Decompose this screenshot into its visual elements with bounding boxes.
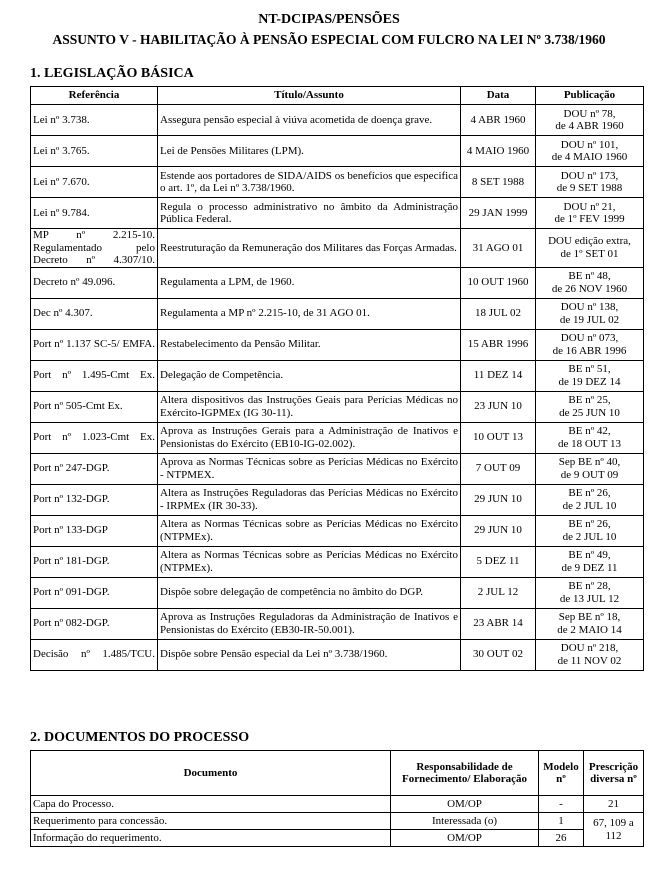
document-responsibility: Interessada (o) [391, 813, 539, 830]
title-cell: Altera dispositivos das Instruções Geais para Perícias Médicas no Exército-IGPMEx (IG 30-11). [158, 391, 461, 422]
document-model: - [539, 796, 584, 813]
publication-line: DOU edição extra, [548, 235, 631, 248]
publication-cell [536, 267, 644, 298]
column-header-date: Data [461, 87, 536, 105]
publication-cell [536, 360, 644, 391]
title-cell: Aprova as Normas Técnicas sobre as Perícias Médicas no Exército - NTPMEX. [158, 453, 461, 484]
date-cell: 29 JAN 1999 [461, 198, 536, 229]
publication-line: de 19 DEZ 14 [558, 375, 621, 388]
reference-cell: Port nº 082-DGP. [31, 608, 158, 639]
date-cell: 23 JUN 10 [461, 391, 536, 422]
publication-line: DOU nº 073, [560, 332, 619, 344]
publication-line: de 19 JUL 02 [559, 313, 620, 326]
publication-cell [536, 329, 644, 360]
publication-line: DOU nº 173, [560, 169, 619, 182]
publication-line: de 13 JUL 12 [559, 592, 620, 605]
document-prescription: 21 [584, 796, 644, 813]
date-cell: 29 JUN 10 [461, 484, 536, 515]
publication-line: de 4 MAIO 1960 [551, 151, 628, 163]
publication-line: BE nº 26, [568, 518, 611, 530]
reference-cell: Lei nº 3.738. [31, 105, 158, 136]
documents-header-row [31, 751, 644, 796]
publication-line: de 1º SET 01 [560, 247, 619, 260]
publication-line: DOU nº 138, [560, 301, 619, 313]
document-name: Informação do requerimento. [31, 830, 391, 847]
title-cell: Altera as Normas Técnicas sobre as Perícias Médicas no Exército (NTPMEx). [158, 546, 461, 577]
date-cell: 29 JUN 10 [461, 515, 536, 546]
publication-cell [536, 229, 644, 268]
reference-cell: MP nº 2.215-10. Regulamentado pelo Decreto nº 4.307/10. [31, 229, 158, 268]
title-cell: Restabelecimento da Pensão Militar. [158, 329, 461, 360]
title-cell: Regulamenta a MP nº 2.215-10, de 31 AGO 01. [158, 298, 461, 329]
column-header-reference: Referência [31, 87, 158, 105]
legislation-row [31, 360, 644, 391]
publication-line: de 25 JUN 10 [559, 406, 620, 419]
publication-line: Sep BE nº 40, [558, 456, 621, 468]
publication-cell [536, 546, 644, 577]
title-cell: Regulamenta a LPM, de 1960. [158, 267, 461, 298]
publication-line: de 16 ABR 1996 [552, 344, 627, 357]
document-row [31, 830, 644, 847]
publication-line: DOU nº 101, [560, 138, 619, 151]
publication-cell [536, 453, 644, 484]
document-code: NT-DCIPAS/PENSÕES [258, 12, 400, 27]
legislation-row [31, 298, 644, 329]
document-name: Requerimento para concessão. [31, 813, 391, 830]
document-subject: ASSUNTO V - HABILITAÇÃO À PENSÃO ESPECIAL COM FULCRO NA LEI Nº 3.738/1960 [52, 32, 606, 47]
publication-line: de 9 SET 1988 [556, 182, 623, 194]
title-cell: Lei de Pensões Militares (LPM). [158, 136, 461, 167]
publication-line: BE nº 25, [568, 394, 611, 406]
title-cell: Dispõe sobre Pensão especial da Lei nº 3.738/1960. [158, 639, 461, 670]
legislation-row [31, 484, 644, 515]
date-cell: 11 DEZ 14 [461, 360, 536, 391]
date-cell: 10 OUT 13 [461, 422, 536, 453]
title-cell: Delegação de Competência. [158, 360, 461, 391]
legislation-row [31, 229, 644, 268]
publication-cell [536, 422, 644, 453]
section-2-heading: 2. DOCUMENTOS DO PROCESSO [30, 730, 250, 745]
legislation-row [31, 546, 644, 577]
legislation-row [31, 422, 644, 453]
date-cell: 8 SET 1988 [461, 167, 536, 198]
reference-cell: Dec nº 4.307. [31, 298, 158, 329]
legislation-row [31, 198, 644, 229]
publication-line: DOU nº 218, [560, 642, 619, 654]
reference-cell: Port nº 1.137 SC-5/ EMFA. [31, 329, 158, 360]
reference-cell: Port nº 133-DGP [31, 515, 158, 546]
legislation-row [31, 639, 644, 670]
publication-line: DOU nº 78, [563, 107, 616, 120]
title-cell: Assegura pensão especial à viúva acometida de doença grave. [158, 105, 461, 136]
section-1-heading: 1. LEGISLAÇÃO BÁSICA [30, 66, 194, 81]
publication-line: BE nº 28, [568, 580, 611, 592]
publication-line: BE nº 42, [568, 425, 611, 437]
document-row [31, 813, 644, 830]
publication-line: de 9 OUT 09 [560, 468, 619, 481]
publication-cell [536, 639, 644, 670]
column-header-publication: Publicação [536, 87, 644, 105]
date-cell: 31 AGO 01 [461, 229, 536, 268]
date-cell: 15 ABR 1996 [461, 329, 536, 360]
legislation-row [31, 136, 644, 167]
reference-cell: Port nº 132-DGP. [31, 484, 158, 515]
date-cell: 4 ABR 1960 [461, 105, 536, 136]
publication-line: Sep BE nº 18, [558, 611, 621, 623]
legislation-row [31, 453, 644, 484]
legislation-row [31, 329, 644, 360]
publication-line: BE nº 51, [568, 363, 611, 375]
date-cell: 23 ABR 14 [461, 608, 536, 639]
title-cell: Estende aos portadores de SIDA/AIDS os benefícios que especifica o art. 1º, da Lei nº 3.738/1960. [158, 167, 461, 198]
documents-table [30, 750, 644, 847]
reference-cell: Port nº 505-Cmt Ex. [31, 391, 158, 422]
publication-cell [536, 167, 644, 198]
date-cell: 2 JUL 12 [461, 577, 536, 608]
document-model: 1 [539, 813, 584, 830]
date-cell: 18 JUL 02 [461, 298, 536, 329]
title-cell: Altera as Instruções Reguladoras das Perícias Médicas no Exército - IRPMEx (IR 30-33). [158, 484, 461, 515]
documents-rows [31, 796, 644, 847]
publication-cell [536, 577, 644, 608]
publication-line: de 11 NOV 02 [557, 654, 622, 667]
publication-line: BE nº 49, [568, 549, 611, 561]
publication-cell [536, 515, 644, 546]
title-cell: Reestruturação da Remuneração dos Militares das Forças Armadas. [158, 229, 461, 268]
reference-cell: Lei nº 7.670. [31, 167, 158, 198]
document-responsibility: OM/OP [391, 830, 539, 847]
publication-cell [536, 608, 644, 639]
publication-line: de 26 NOV 1960 [551, 282, 628, 295]
column-header-responsibility: Responsabilidade de Fornecimento/ Elaboração [391, 751, 539, 796]
reference-cell: Lei nº 3.765. [31, 136, 158, 167]
document-name: Capa do Processo. [31, 796, 391, 813]
publication-line: BE nº 26, [568, 487, 611, 499]
column-header-document: Documento [31, 751, 391, 796]
legislation-table [30, 86, 644, 671]
publication-cell [536, 105, 644, 136]
publication-line: de 4 ABR 1960 [555, 120, 624, 132]
legislation-row [31, 105, 644, 136]
publication-line: de 2 JUL 10 [562, 530, 617, 543]
reference-cell: Port nº 1.495-Cmt Ex. [31, 360, 158, 391]
document-prescription: 67, 109 a 112 [584, 813, 644, 847]
title-cell: Regula o processo administrativo no âmbito da Administração Pública Federal. [158, 198, 461, 229]
title-cell: Dispõe sobre delegação de competência no âmbito do DGP. [158, 577, 461, 608]
legislation-row [31, 391, 644, 422]
column-header-prescription: Prescrição diversa nº [584, 751, 644, 796]
publication-line: BE nº 48, [568, 270, 611, 282]
reference-cell: Port nº 181-DGP. [31, 546, 158, 577]
publication-line: de 9 DEZ 11 [561, 561, 618, 574]
publication-line: de 2 MAIO 14 [557, 623, 622, 636]
publication-cell [536, 298, 644, 329]
publication-cell [536, 198, 644, 229]
publication-line: de 2 JUL 10 [562, 499, 617, 512]
legislation-row [31, 167, 644, 198]
publication-cell [536, 136, 644, 167]
document-model: 26 [539, 830, 584, 847]
reference-cell: Port nº 091-DGP. [31, 577, 158, 608]
reference-cell: Port nº 247-DGP. [31, 453, 158, 484]
legislation-row [31, 577, 644, 608]
legislation-rows [31, 105, 644, 671]
reference-cell: Decreto nº 49.096. [31, 267, 158, 298]
legislation-row [31, 608, 644, 639]
document-responsibility: OM/OP [391, 796, 539, 813]
legislation-row [31, 515, 644, 546]
date-cell: 4 MAIO 1960 [461, 136, 536, 167]
publication-cell [536, 484, 644, 515]
date-cell: 5 DEZ 11 [461, 546, 536, 577]
reference-cell: Port nº 1.023-Cmt Ex. [31, 422, 158, 453]
document-row [31, 796, 644, 813]
reference-cell: Lei nº 9.784. [31, 198, 158, 229]
publication-line: de 1º FEV 1999 [554, 213, 625, 225]
publication-line: DOU nº 21, [563, 200, 616, 213]
title-cell: Aprova as Instruções Gerais para a Administração de Inativos e Pensionistas do Exército (EB10-IG-02.002). [158, 422, 461, 453]
legislation-header-row [31, 87, 644, 105]
date-cell: 10 OUT 1960 [461, 267, 536, 298]
publication-cell [536, 391, 644, 422]
legislation-row [31, 267, 644, 298]
publication-line: de 18 OUT 13 [557, 437, 622, 450]
date-cell: 30 OUT 02 [461, 639, 536, 670]
reference-cell: Decisão nº 1.485/TCU. [31, 639, 158, 670]
title-cell: Aprova as Instruções Reguladoras da Administração de Inativos e Pensionistas do Exército (EB30-IR-50.001). [158, 608, 461, 639]
column-header-model: Modelo nº [539, 751, 584, 796]
title-cell: Altera as Normas Técnicas sobre as Perícias Médicas no Exército (NTPMEx). [158, 515, 461, 546]
column-header-title: Título/Assunto [158, 87, 461, 105]
date-cell: 7 OUT 09 [461, 453, 536, 484]
